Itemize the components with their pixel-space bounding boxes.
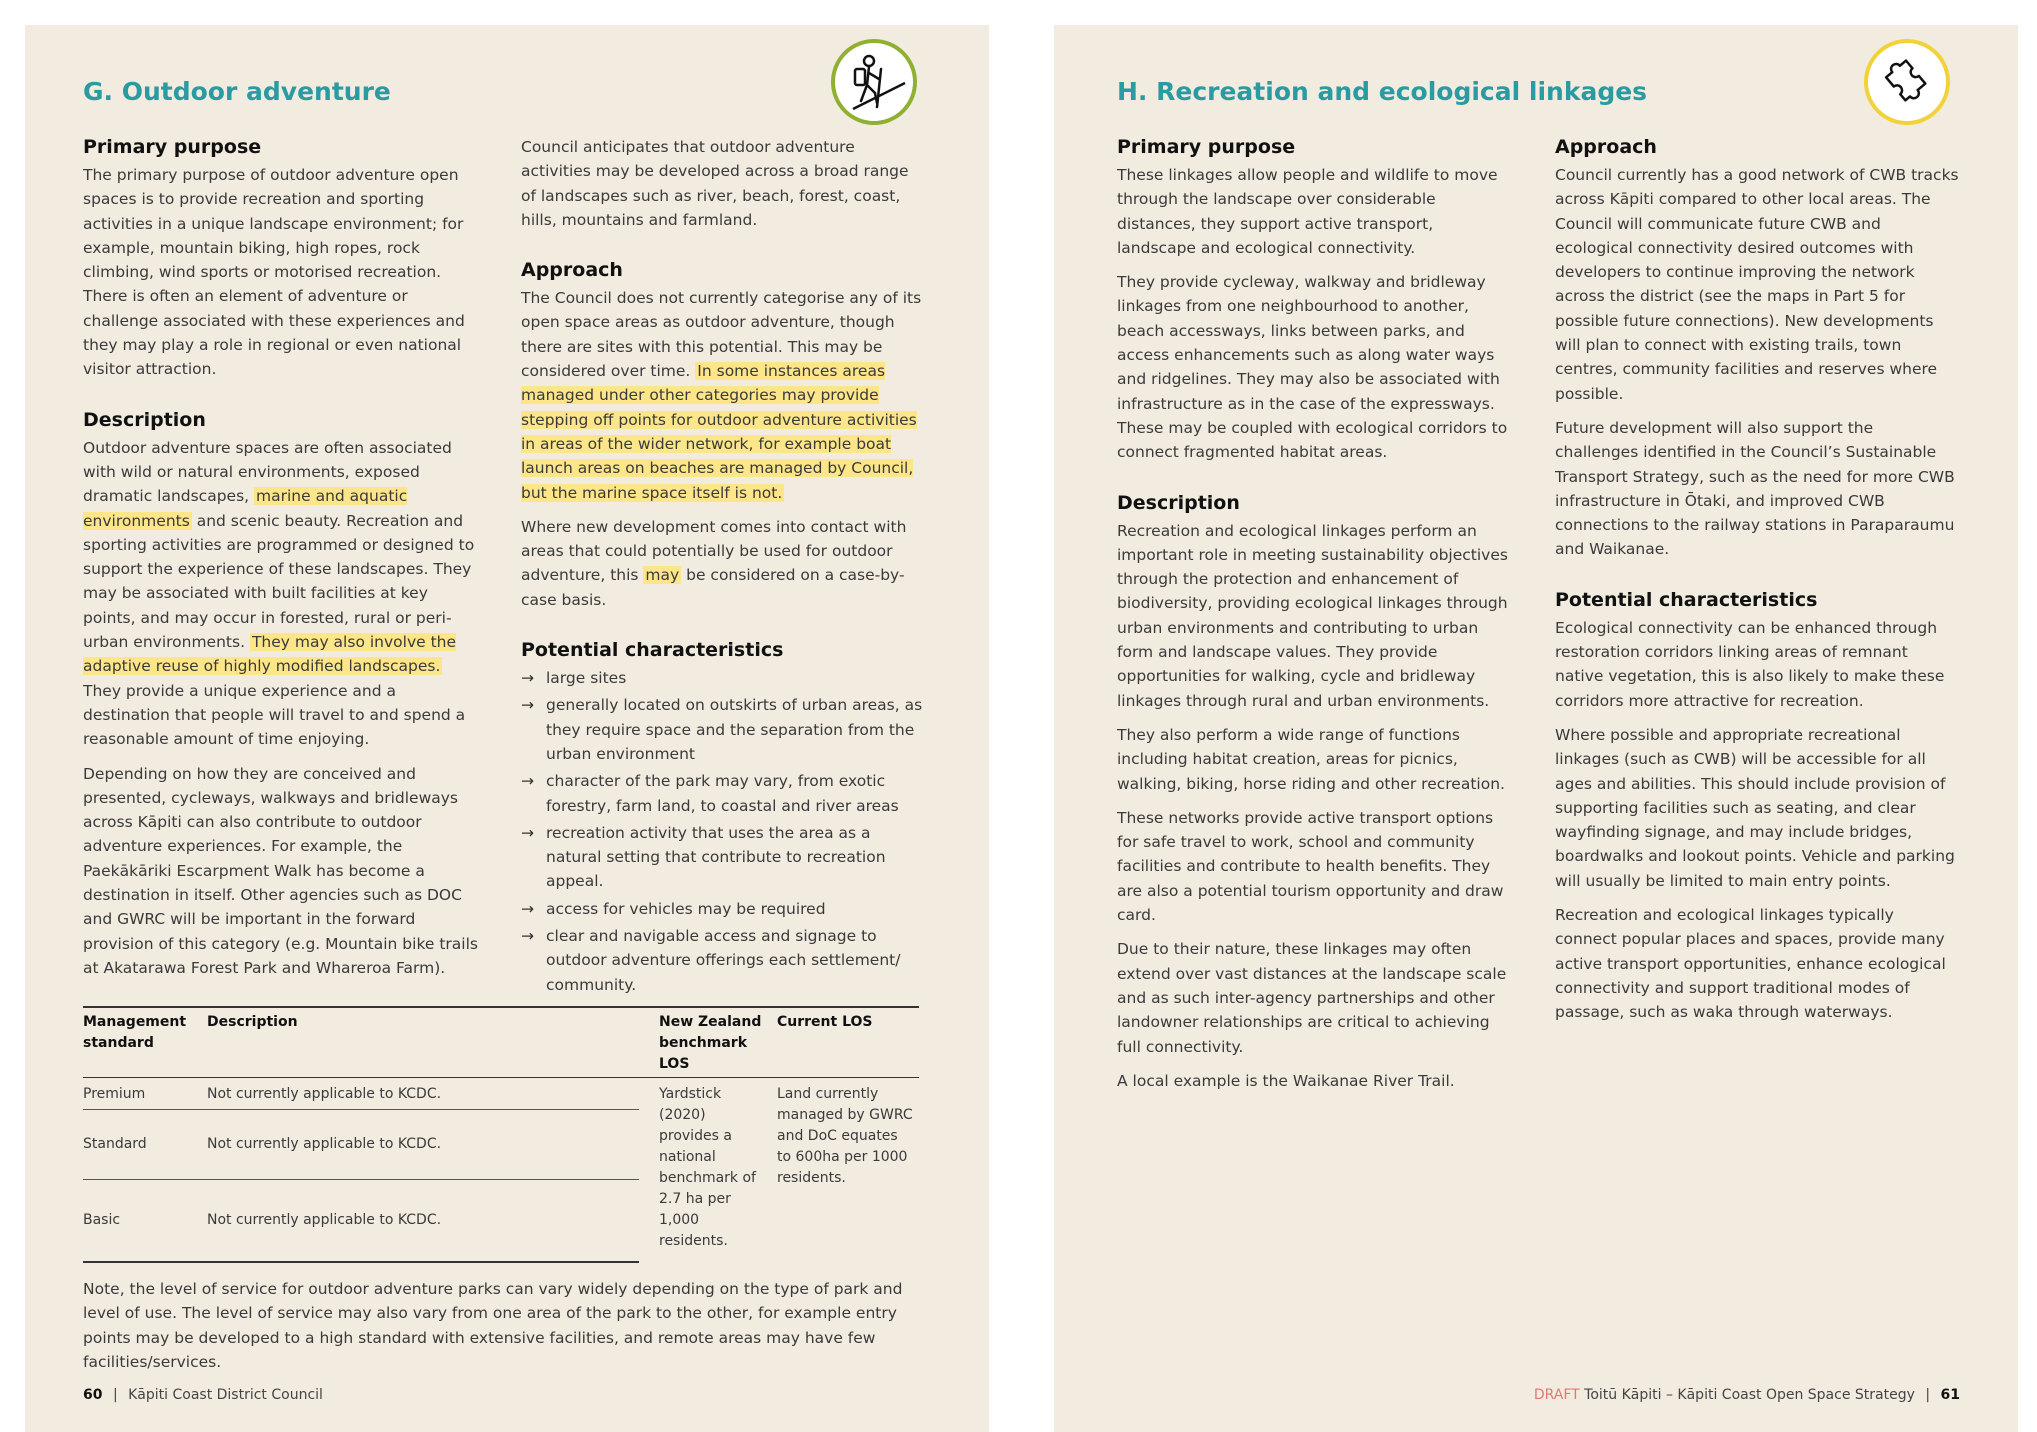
hiker-badge — [831, 39, 917, 125]
puzzle-badge — [1864, 39, 1950, 125]
table-row — [83, 1078, 919, 1110]
footer-document-title: Toitū Kāpiti – Kāpiti Coast Open Space Strategy — [1579, 1387, 1920, 1403]
approach-paragraph: Where new development comes into contact with areas that could potentially be used for outdoor adventure, this may be considered on a case-by-case basis. — [521, 517, 907, 609]
characteristics-paragraph: Ecological connectivity can be enhanced through restoration corridors linking areas of remnant native vegetation, this is also likely to make these corridors more attractive for recreation. — [1555, 618, 1945, 710]
primary-purpose-heading: Primary purpose — [1117, 136, 1296, 158]
highlight: may — [645, 566, 680, 585]
description-heading: Description — [1117, 491, 1240, 514]
highlight: They may also involve the adaptive reuse of highly modified landscapes. — [83, 633, 457, 676]
approach-paragraph: The Council does not currently categorise any of its open space areas as outdoor adventure, though there are sites with this potential. This may be considered over time. In some instances areas managed under other categories may provide stepping off points for outdoor adventure activities in areas of the wider network, for example boat launch areas on beaches are managed by Council, but the marine space itself is not. — [521, 289, 922, 502]
draft-label: DRAFT — [1533, 1387, 1580, 1403]
table-header: Management standard — [83, 1007, 207, 1078]
potential-characteristics-heading: Potential characteristics — [1555, 588, 1818, 611]
right-column-2 — [1555, 135, 1960, 1051]
section-title: H. Recreation and ecological linkages — [1117, 77, 1648, 106]
list-item: → generally located on outskirts of urban areas, as they require space and the separation from the urban environment — [521, 693, 926, 766]
characteristics-list — [521, 666, 926, 997]
description-paragraph: Due to their nature, these linkages may often extend over vast distances at the landscape scale and as such inter-agency partnerships and other landowner relationships are critical to achieving full connectivity. — [1117, 940, 1507, 1056]
primary-purpose-text: They provide cycleway, walkway and bridleway linkages from one neighbourhood to another, beach accessways, links between parks, and access enhancements such as along water ways and ridgelines. They may also be associated with infrastructure as in the case of the expressways. These may be coupled with ecological corridors to connect fragmented habitat areas. — [1117, 273, 1508, 462]
level-of-service-table — [83, 1006, 919, 1263]
primary-purpose-text: These linkages allow people and wildlife to move through the landscape over considerable distances, they support active transport, landscape and ecological connectivity. — [1117, 166, 1498, 257]
table-cell: Standard — [83, 1110, 207, 1180]
approach-paragraph: Future development will also support the challenges identified in the Council’s Sustainable Transport Strategy, such as the need for more CWB infrastructure in Ōtaki, and improved CWB connections to the railway stations in Paraparaumu and Waikanae. — [1555, 418, 1955, 559]
primary-purpose-text: The primary purpose of outdoor adventure open spaces is to provide recreation and sporting activities in a unique landscape environment; for example, mountain biking, high ropes, rock climbing, wind sports or motorised recreation. There is often an element of adventure or challenge associated with these experiences and they may play a role in regional or even national visitor attraction. — [83, 166, 465, 379]
left-column-1 — [83, 135, 483, 1006]
table-cell: Not currently applicable to KCDC. — [207, 1078, 639, 1110]
page-number: 60 — [83, 1387, 103, 1403]
table-cell: Premium — [83, 1078, 207, 1110]
left-column-2 — [521, 135, 926, 1023]
description-paragraph: Depending on how they are conceived and presented, cycleways, walkways and bridleways across Kāpiti can also contribute to outdoor adventure experiences. For example, the Paekākāriki Escarpment Walk has become a destination in itself. Other agencies such as DOC and GWRC will be important in the forward provision of this category (e.g. Mountain bike trails at Akatarawa Forest Park and Whareroa Farm). — [83, 764, 478, 977]
table-header: Current LOS — [777, 1007, 919, 1078]
right-column-1 — [1117, 135, 1517, 1119]
approach-paragraph: Council currently has a good network of CWB tracks across Kāpiti compared to other local areas. The Council will communicate future CWB and ecological connectivity desired outcomes with developers to continue improving the network across the district (see the maps in Part 5 for possible future connections). New developments will plan to connect with existing trails, town centres, community facilities and reserves where possible. — [1555, 166, 1959, 403]
list-item: → character of the park may vary, from exotic forestry, farm land, to coastal and river areas — [521, 769, 926, 818]
description-paragraph: A local example is the Waikanae River Trail. — [1117, 1071, 1455, 1090]
approach-heading: Approach — [521, 259, 623, 282]
table-header: New Zealand benchmark LOS — [639, 1007, 777, 1078]
description-heading: Description — [83, 408, 206, 431]
footer-organisation: Kāpiti Coast District Council — [128, 1387, 323, 1403]
description-paragraph: These networks provide active transport options for safe travel to work, school and community facilities and contribute to health benefits. They are also a potential tourism opportunity and draw card. — [1117, 808, 1504, 925]
potential-characteristics-heading: Potential characteristics — [521, 639, 784, 662]
table-header-row — [83, 1007, 919, 1078]
table-cell: Not currently applicable to KCDC. — [207, 1110, 639, 1180]
list-item: → clear and navigable access and signage to outdoor adventure offerings each settlement/ community. — [521, 924, 926, 997]
footer — [1534, 1387, 1960, 1403]
footer — [83, 1387, 323, 1403]
footer-separator: | — [112, 1387, 118, 1403]
note-paragraph: Note, the level of service for outdoor adventure parks can vary widely depending on the type of park and level of use. The level of service may also vary from one area of the park to the other, for example entry points may be developed to a high standard with extensive facilities, and remote areas may have few facilities/services. — [83, 1280, 903, 1371]
right-page — [1054, 25, 2018, 1432]
description-paragraph: Outdoor adventure spaces are often associated with wild or natural environments, exposed dramatic landscapes, marine and aquatic environments and scenic beauty. Recreation and sporting activities are programmed or designed to support the experience of these landscapes. They may be associated with built facilities at key points, and may occur in forested, rural or peri-urban environments. They may also involve the adaptive reuse of highly modified landscapes. They provide a unique experience and a destination that people will travel to and spend a reasonable amount of time enjoying. — [83, 438, 475, 749]
list-item: → large sites — [521, 666, 926, 690]
list-item: → access for vehicles may be required — [521, 897, 926, 921]
highlight: In some instances areas managed under other categories may provide stepping off points for outdoor adventure activities in areas of the wider network, for example boat launch areas on beaches are managed by Council, but the marine space itself is not. — [521, 362, 917, 502]
highlight: marine and aquatic environments — [83, 487, 408, 530]
description-paragraph: Recreation and ecological linkages perform an important role in meeting sustainability objectives through the protection and enhancement of biodiversity, providing ecological linkages through urban environments and contributing to urban form and landscape values. They provide opportunities for walking, cycle and bridleway linkages through rural and urban environments. — [1117, 521, 1508, 710]
current-los-cell: Land currently managed by GWRC and DoC equates to 600ha per 1000 residents. — [777, 1086, 913, 1186]
hiker-icon — [835, 43, 913, 121]
footer-separator: | — [1925, 1387, 1931, 1403]
approach-heading: Approach — [1555, 136, 1657, 158]
benchmark-cell: Yardstick (2020) provides a national benchmark of 2.7 ha per 1,000 residents. — [659, 1086, 756, 1249]
table-header: Description — [207, 1007, 639, 1078]
section-title: G. Outdoor adventure — [83, 77, 391, 106]
characteristics-paragraph: Recreation and ecological linkages typically connect popular places and spaces, provide many active transport opportunities, enhance ecological connectivity and support traditional modes of passage, such as waka through waterways. — [1555, 906, 1946, 1022]
characteristics-paragraph: Where possible and appropriate recreational linkages (such as CWB) will be accessible for all ages and abilities. This should include provision of supporting facilities such as seating, and clear wayfinding signage, and may include bridges, boardwalks and lookout points. Vehicle and parking will usually be limited to main entry points. — [1555, 725, 1955, 890]
description-paragraph: They also perform a wide range of functions including habitat creation, areas for picnics, walking, biking, horse riding and other recreation. — [1117, 725, 1505, 793]
primary-purpose-heading: Primary purpose — [83, 136, 262, 158]
table-cell: Not currently applicable to KCDC. — [207, 1180, 639, 1263]
table-cell: Basic — [83, 1180, 207, 1263]
left-page — [25, 25, 989, 1432]
puzzle-icon — [1868, 43, 1946, 121]
intro-paragraph: Council anticipates that outdoor adventure activities may be developed across a broad range of landscapes such as river, beach, forest, coast, hills, mountains and farmland. — [521, 138, 909, 229]
page-number: 61 — [1940, 1387, 1960, 1403]
list-item: → recreation activity that uses the area as a natural setting that contribute to recreation appeal. — [521, 821, 926, 894]
